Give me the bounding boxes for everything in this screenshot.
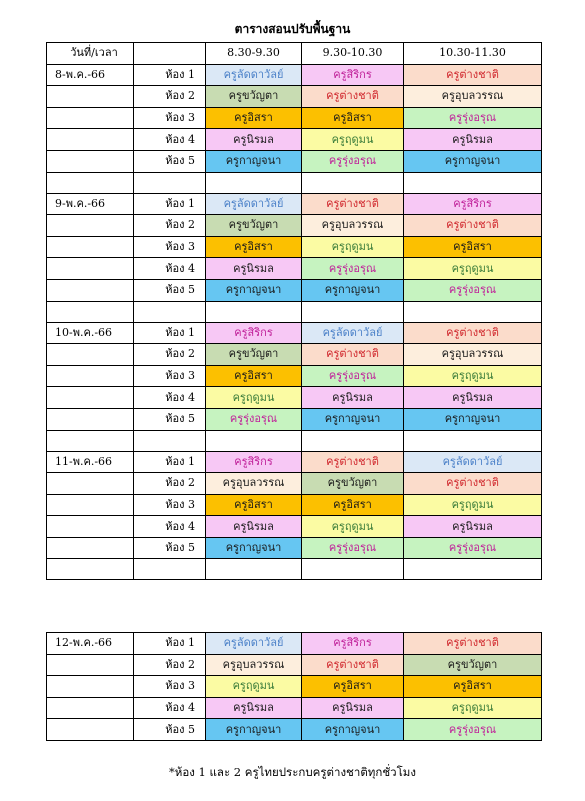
- room-cell: ห้อง 5: [134, 279, 206, 301]
- room-cell: ห้อง 4: [134, 516, 206, 538]
- teacher-cell: ครูต่างชาติ: [302, 86, 404, 108]
- teacher-cell: ครูรุ่งอรุณ: [404, 279, 542, 301]
- table-row: [47, 107, 542, 129]
- room-cell: ห้อง 2: [134, 86, 206, 108]
- table-row: [47, 451, 542, 473]
- header-time-slot: 10.30-11.30: [404, 43, 542, 65]
- room-cell: ห้อง 1: [134, 322, 206, 344]
- spacer-cell: [134, 301, 206, 322]
- date-cell-empty: [47, 129, 134, 151]
- room-cell: ห้อง 4: [134, 387, 206, 409]
- date-cell-empty: [47, 494, 134, 516]
- teacher-cell: ครูขวัญตา: [206, 86, 302, 108]
- table-row: [47, 193, 542, 215]
- room-cell: ห้อง 1: [134, 193, 206, 215]
- teacher-cell: ครูต่างชาติ: [302, 344, 404, 366]
- table-row: [47, 719, 542, 741]
- room-cell: ห้อง 5: [134, 408, 206, 430]
- date-cell-empty: [47, 676, 134, 698]
- date-cell-empty: [47, 365, 134, 387]
- table-row: [47, 129, 542, 151]
- spacer-cell: [302, 301, 404, 322]
- teacher-cell: ครูต่างชาติ: [302, 193, 404, 215]
- date-cell: 10-พ.ค.-66: [47, 322, 134, 344]
- table-row: [47, 322, 542, 344]
- table-row: [47, 537, 542, 559]
- room-cell: ห้อง 2: [134, 654, 206, 676]
- teacher-cell: ครูฤดูมน: [302, 129, 404, 151]
- table-row: [47, 494, 542, 516]
- teacher-cell: ครูนิรมล: [302, 697, 404, 719]
- room-cell: ห้อง 1: [134, 64, 206, 86]
- teacher-cell: ครูรุ่งอรุณ: [302, 365, 404, 387]
- teacher-cell: ครูต่างชาติ: [404, 633, 542, 655]
- teacher-cell: ครูนิรมล: [206, 129, 302, 151]
- teacher-cell: ครูต่างชาติ: [302, 451, 404, 473]
- teacher-cell: ครูกาญจนา: [302, 279, 404, 301]
- teacher-cell: ครูนิรมล: [206, 697, 302, 719]
- table-row: [47, 473, 542, 495]
- teacher-cell: ครูขวัญตา: [302, 473, 404, 495]
- table-row: [47, 633, 542, 655]
- teacher-cell: ครูอุบลวรรณ: [302, 215, 404, 237]
- teacher-cell: ครูฤดูมน: [404, 697, 542, 719]
- teacher-cell: ครูฤดูมน: [302, 516, 404, 538]
- teacher-cell: ครูฤดูมน: [404, 365, 542, 387]
- room-cell: ห้อง 5: [134, 719, 206, 741]
- room-cell: ห้อง 3: [134, 365, 206, 387]
- room-cell: ห้อง 3: [134, 107, 206, 129]
- date-cell-empty: [47, 215, 134, 237]
- teacher-cell: ครูสิริกร: [206, 451, 302, 473]
- date-cell: 9-พ.ค.-66: [47, 193, 134, 215]
- teacher-cell: ครูรุ่งอรุณ: [302, 258, 404, 280]
- teacher-cell: ครูกาญจนา: [404, 150, 542, 172]
- teacher-cell: ครูฤดูมน: [404, 494, 542, 516]
- teacher-cell: ครูอิสรา: [206, 107, 302, 129]
- teacher-cell: ครูสิริกร: [404, 193, 542, 215]
- room-cell: ห้อง 2: [134, 473, 206, 495]
- teacher-cell: ครูนิรมล: [404, 516, 542, 538]
- room-cell: ห้อง 3: [134, 236, 206, 258]
- teacher-cell: ครูขวัญตา: [206, 344, 302, 366]
- header-time-slot: 9.30-10.30: [302, 43, 404, 65]
- date-cell-empty: [47, 344, 134, 366]
- table-row: [47, 676, 542, 698]
- teacher-cell: ครูสิริกร: [302, 64, 404, 86]
- table-row: [47, 64, 542, 86]
- teacher-cell: ครูกาญจนา: [206, 537, 302, 559]
- spacer-cell: [302, 172, 404, 193]
- table-row: [47, 236, 542, 258]
- table-row: [47, 697, 542, 719]
- date-cell-empty: [47, 697, 134, 719]
- spacer-row: [47, 301, 542, 322]
- teacher-cell: ครูฤดูมน: [206, 676, 302, 698]
- footnote: *ห้อง 1 และ 2 ครูไทยประกบครูต่างชาติทุกชั่วโมง: [169, 765, 416, 779]
- spacer-cell: [302, 559, 404, 580]
- table-row: [47, 365, 542, 387]
- table-row: [47, 654, 542, 676]
- spacer-cell: [47, 430, 134, 451]
- date-cell-empty: [47, 236, 134, 258]
- teacher-cell: ครูอิสรา: [302, 494, 404, 516]
- schedule-table-last-day-body: [47, 633, 542, 741]
- spacer-cell: [134, 559, 206, 580]
- room-cell: ห้อง 2: [134, 215, 206, 237]
- teacher-cell: ครูอิสรา: [302, 107, 404, 129]
- teacher-cell: ครูต่างชาติ: [302, 654, 404, 676]
- header-time-slot: 8.30-9.30: [206, 43, 302, 65]
- date-cell-empty: [47, 150, 134, 172]
- table-row: [47, 516, 542, 538]
- teacher-cell: ครูรุ่งอรุณ: [206, 408, 302, 430]
- teacher-cell: ครูลัดดาวัลย์: [302, 322, 404, 344]
- teacher-cell: ครูต่างชาติ: [404, 215, 542, 237]
- date-cell-empty: [47, 473, 134, 495]
- teacher-cell: ครูรุ่งอรุณ: [302, 537, 404, 559]
- teacher-cell: ครูกาญจนา: [206, 719, 302, 741]
- teacher-cell: ครูฤดูมน: [302, 236, 404, 258]
- teacher-cell: ครูอิสรา: [206, 494, 302, 516]
- table-row: [47, 215, 542, 237]
- teacher-cell: ครูต่างชาติ: [404, 322, 542, 344]
- date-cell: 11-พ.ค.-66: [47, 451, 134, 473]
- teacher-cell: ครูอุบลวรรณ: [206, 473, 302, 495]
- teacher-cell: ครูอิสรา: [206, 365, 302, 387]
- header-row: [47, 43, 542, 65]
- teacher-cell: ครูอุบลวรรณ: [206, 654, 302, 676]
- date-cell-empty: [47, 719, 134, 741]
- schedule-table-main-body: [47, 43, 542, 580]
- date-cell: 8-พ.ค.-66: [47, 64, 134, 86]
- room-cell: ห้อง 4: [134, 258, 206, 280]
- teacher-cell: ครูกาญจนา: [206, 279, 302, 301]
- teacher-cell: ครูกาญจนา: [302, 408, 404, 430]
- teacher-cell: ครูฤดูมน: [404, 258, 542, 280]
- spacer-row: [47, 172, 542, 193]
- spacer-cell: [47, 301, 134, 322]
- teacher-cell: ครูลัดดาวัลย์: [404, 451, 542, 473]
- teacher-cell: ครูนิรมล: [302, 387, 404, 409]
- teacher-cell: ครูอิสรา: [404, 236, 542, 258]
- teacher-cell: ครูนิรมล: [404, 129, 542, 151]
- teacher-cell: ครูกาญจนา: [302, 719, 404, 741]
- date-cell-empty: [47, 387, 134, 409]
- spacer-row: [47, 559, 542, 580]
- teacher-cell: ครูรุ่งอรุณ: [404, 537, 542, 559]
- teacher-cell: ครูขวัญตา: [404, 654, 542, 676]
- teacher-cell: ครูลัดดาวัลย์: [206, 64, 302, 86]
- teacher-cell: ครูนิรมล: [206, 258, 302, 280]
- teacher-cell: ครูลัดดาวัลย์: [206, 193, 302, 215]
- teacher-cell: ครูนิรมล: [206, 516, 302, 538]
- teacher-cell: ครูสิริกร: [206, 322, 302, 344]
- room-cell: ห้อง 1: [134, 451, 206, 473]
- date-cell-empty: [47, 279, 134, 301]
- spacer-cell: [404, 172, 542, 193]
- room-cell: ห้อง 5: [134, 537, 206, 559]
- spacer-cell: [404, 559, 542, 580]
- teacher-cell: ครูลัดดาวัลย์: [206, 633, 302, 655]
- table-row: [47, 258, 542, 280]
- room-cell: ห้อง 5: [134, 150, 206, 172]
- schedule-table-main: [46, 42, 542, 580]
- teacher-cell: ครูรุ่งอรุณ: [404, 719, 542, 741]
- spacer-row: [47, 430, 542, 451]
- date-cell-empty: [47, 258, 134, 280]
- table-row: [47, 279, 542, 301]
- room-cell: ห้อง 2: [134, 344, 206, 366]
- schedule-table-last-day: [46, 632, 542, 741]
- teacher-cell: ครูอุบลวรรณ: [404, 86, 542, 108]
- room-cell: ห้อง 3: [134, 494, 206, 516]
- header-date-label: วันที่/เวลา: [47, 43, 134, 65]
- teacher-cell: ครูอุบลวรรณ: [404, 344, 542, 366]
- teacher-cell: ครูต่างชาติ: [404, 473, 542, 495]
- teacher-cell: ครูต่างชาติ: [404, 64, 542, 86]
- date-cell: 12-พ.ค.-66: [47, 633, 134, 655]
- teacher-cell: ครูรุ่งอรุณ: [404, 107, 542, 129]
- page-title: ตารางสอนปรับพื้นฐาน: [234, 22, 351, 36]
- room-cell: ห้อง 4: [134, 697, 206, 719]
- table-row: [47, 344, 542, 366]
- teacher-cell: ครูสิริกร: [302, 633, 404, 655]
- spacer-cell: [134, 430, 206, 451]
- teacher-cell: ครูฤดูมน: [206, 387, 302, 409]
- room-cell: ห้อง 1: [134, 633, 206, 655]
- spacer-cell: [47, 559, 134, 580]
- spacer-cell: [404, 430, 542, 451]
- teacher-cell: ครูกาญจนา: [404, 408, 542, 430]
- spacer-cell: [206, 172, 302, 193]
- table-row: [47, 387, 542, 409]
- room-cell: ห้อง 3: [134, 676, 206, 698]
- date-cell-empty: [47, 408, 134, 430]
- teacher-cell: ครูรุ่งอรุณ: [302, 150, 404, 172]
- teacher-cell: ครูอิสรา: [404, 676, 542, 698]
- spacer-cell: [206, 430, 302, 451]
- room-cell: ห้อง 4: [134, 129, 206, 151]
- teacher-cell: ครูกาญจนา: [206, 150, 302, 172]
- spacer-cell: [47, 172, 134, 193]
- table-row: [47, 150, 542, 172]
- date-cell-empty: [47, 86, 134, 108]
- date-cell-empty: [47, 516, 134, 538]
- table-row: [47, 408, 542, 430]
- header-room-blank: [134, 43, 206, 65]
- spacer-cell: [404, 301, 542, 322]
- teacher-cell: ครูอิสรา: [206, 236, 302, 258]
- spacer-cell: [302, 430, 404, 451]
- date-cell-empty: [47, 654, 134, 676]
- spacer-cell: [206, 559, 302, 580]
- spacer-cell: [206, 301, 302, 322]
- table-row: [47, 86, 542, 108]
- date-cell-empty: [47, 107, 134, 129]
- date-cell-empty: [47, 537, 134, 559]
- teacher-cell: ครูนิรมล: [404, 387, 542, 409]
- teacher-cell: ครูอิสรา: [302, 676, 404, 698]
- spacer-cell: [134, 172, 206, 193]
- teacher-cell: ครูขวัญตา: [206, 215, 302, 237]
